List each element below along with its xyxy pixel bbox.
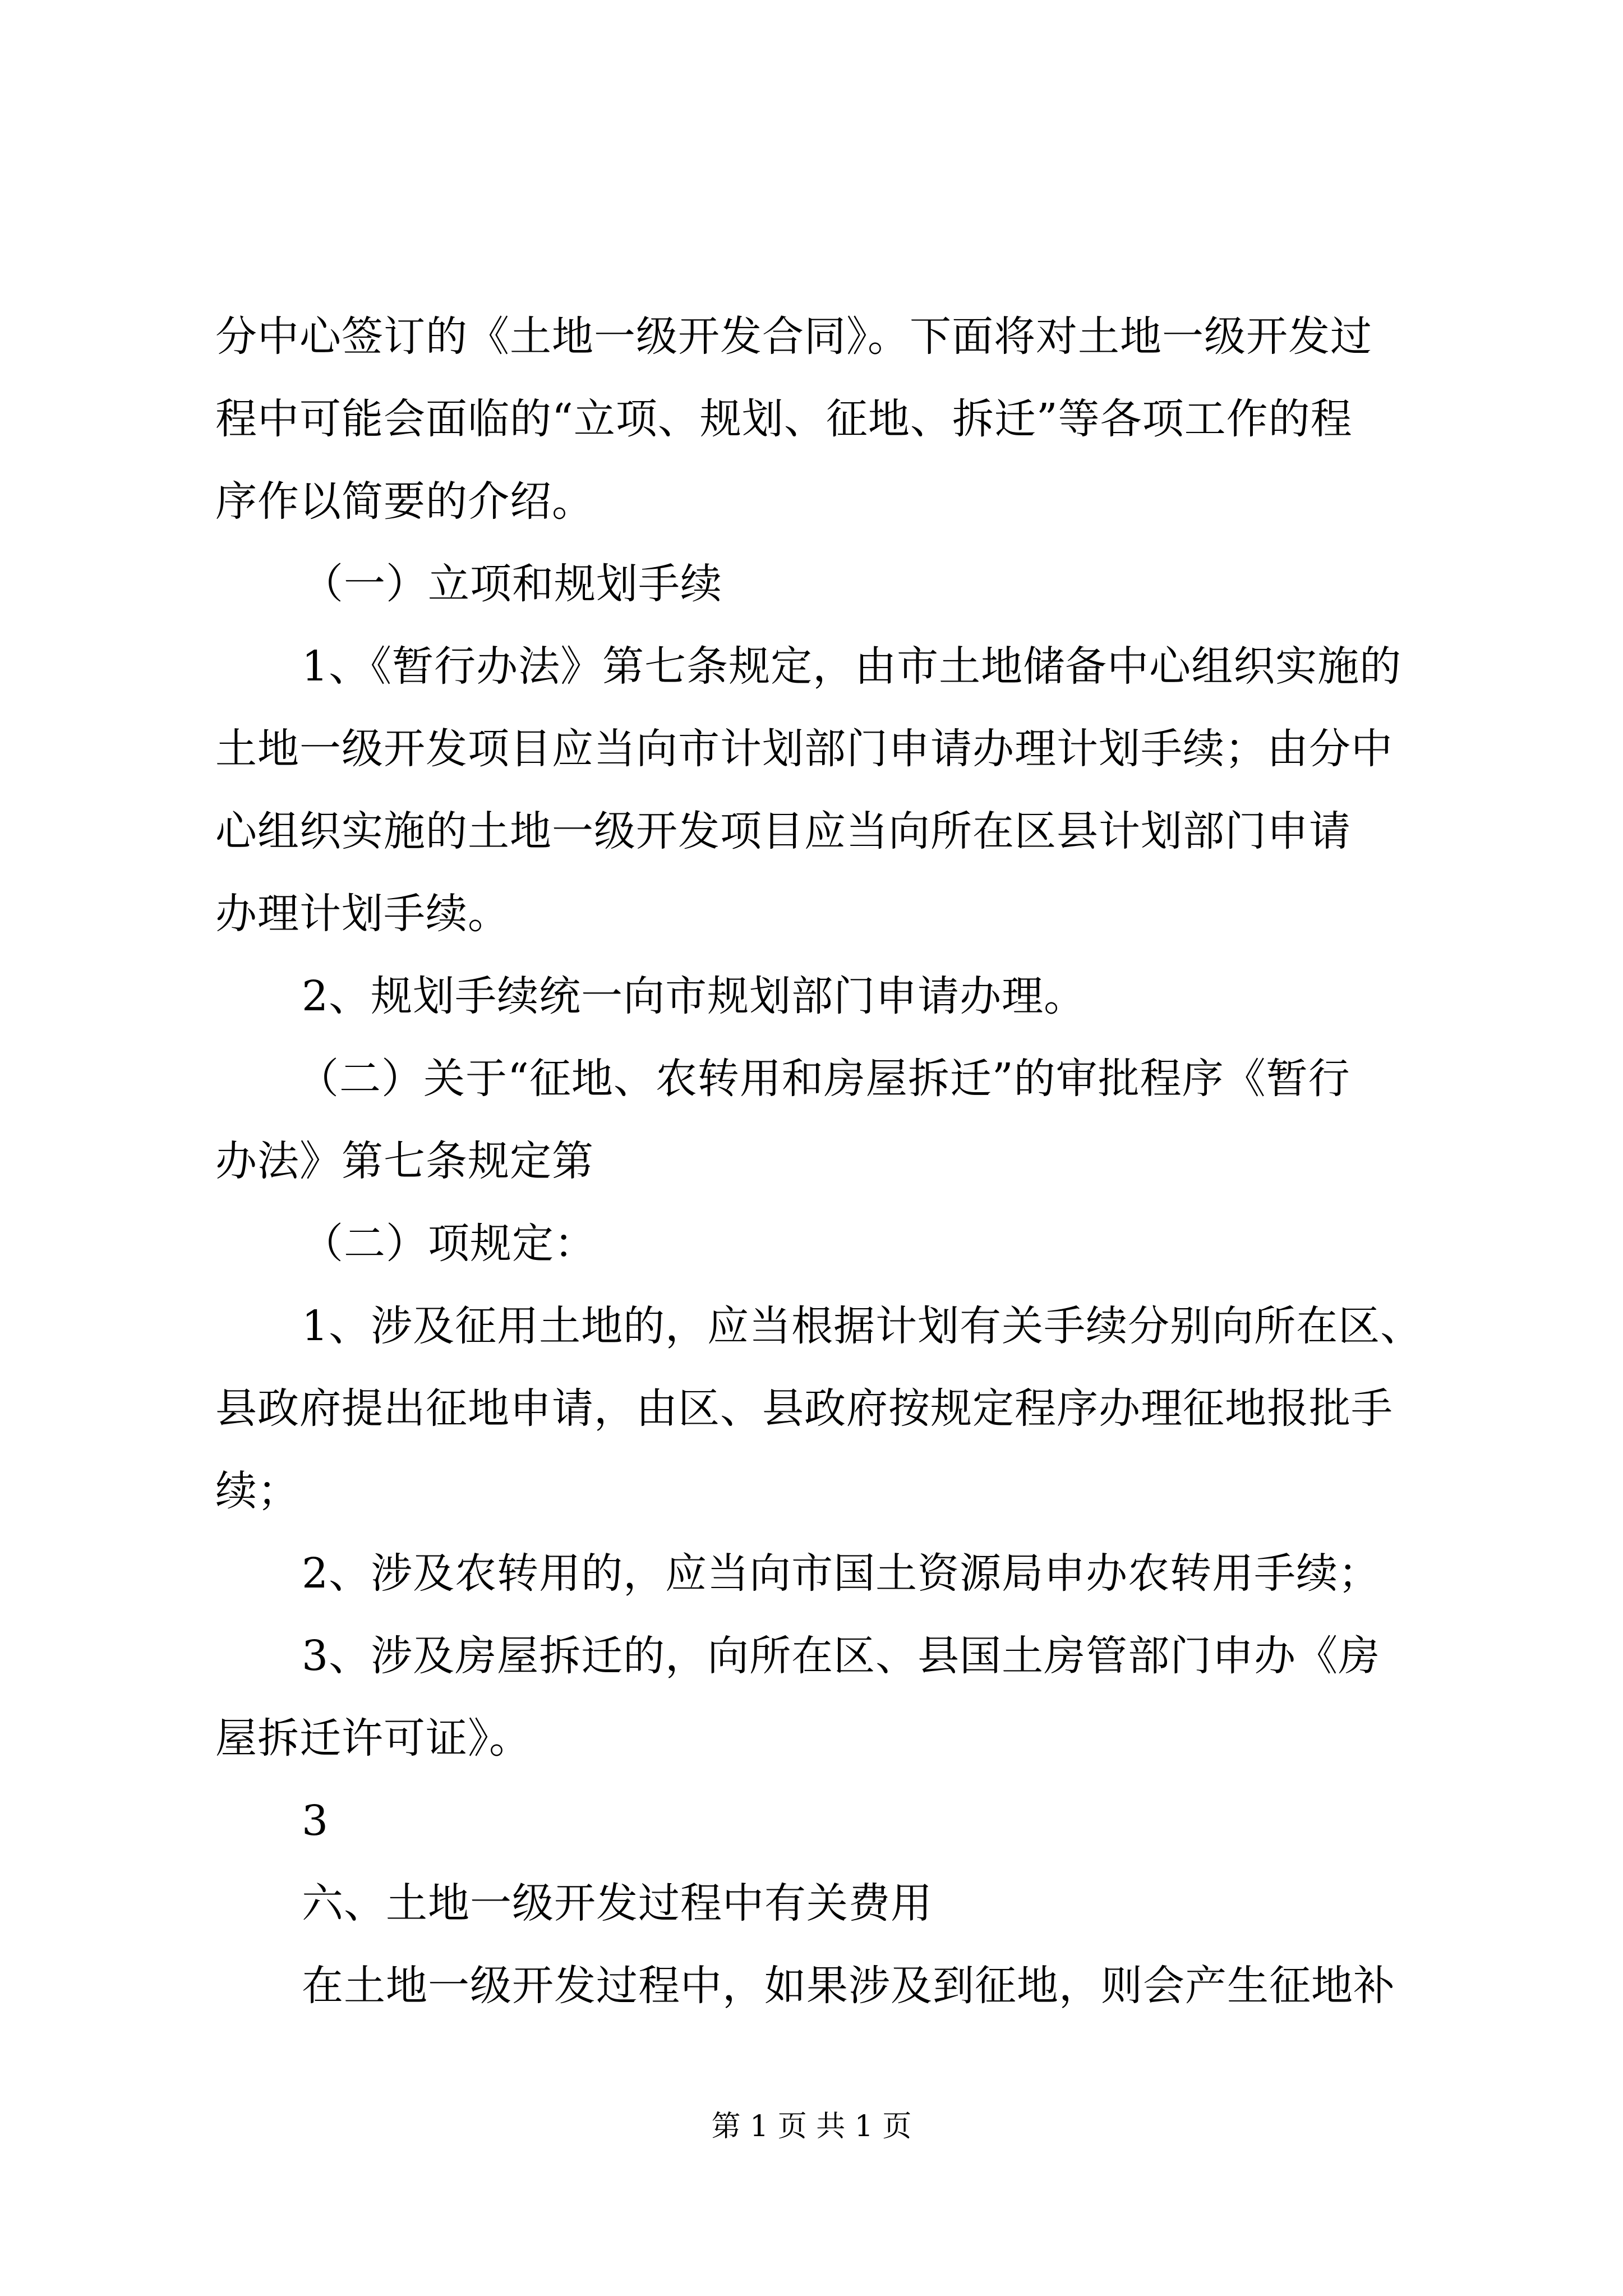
paragraph-line: 分中心签订的《土地一级开发合同》。下面将对土地一级开发过: [215, 312, 1372, 361]
page-number-inline: 3: [302, 1797, 329, 1845]
paragraph-line: 2、涉及农转用的，应当向市国土资源局申办农转用手续；: [302, 1549, 1381, 1598]
paragraph-line: 续；: [215, 1467, 299, 1515]
section-heading: （二）关于“征地、农转用和房屋拆迁”的审批程序《暂行: [297, 1055, 1350, 1103]
paragraph-line: 心组织实施的土地一级开发项目应当向所在区县计划部门申请: [215, 807, 1351, 855]
paragraph-line: 屋拆迁许可证》。: [215, 1714, 531, 1763]
paragraph-line: 县政府提出征地申请，由区、县政府按规定程序办理征地报批手: [215, 1384, 1393, 1433]
paragraph-line: 办法》第七条规定第: [215, 1137, 594, 1185]
paragraph-line: 办理计划手续。: [215, 890, 510, 938]
section-heading: （一）立项和规划手续: [302, 560, 722, 608]
section-heading: （二）项规定：: [302, 1220, 596, 1268]
paragraph-line: 3、涉及房屋拆迁的，向所在区、县国土房管部门申办《房: [302, 1632, 1381, 1680]
paragraph-line: 1、《暂行办法》第七条规定，由市土地储备中心组织实施的: [302, 642, 1402, 691]
paragraph-line: 2、规划手续统一向市规划部门申请办理。: [302, 972, 1086, 1020]
paragraph-line: 在土地一级开发过程中，如果涉及到征地，则会产生征地补: [302, 1962, 1395, 2010]
page-footer: 第 1 页 共 1 页: [711, 2110, 912, 2143]
section-heading: 六、土地一级开发过程中有关费用: [302, 1879, 933, 1927]
paragraph-line: 土地一级开发项目应当向市计划部门申请办理计划手续；由分中: [215, 725, 1393, 773]
paragraph-line: 序作以简要的介绍。: [215, 477, 594, 526]
paragraph-line: 程中可能会面临的“立项、规划、征地、拆迁”等各项工作的程: [215, 395, 1353, 443]
paragraph-line: 1、涉及征用土地的，应当根据计划有关手续分别向所在区、: [302, 1302, 1423, 1350]
